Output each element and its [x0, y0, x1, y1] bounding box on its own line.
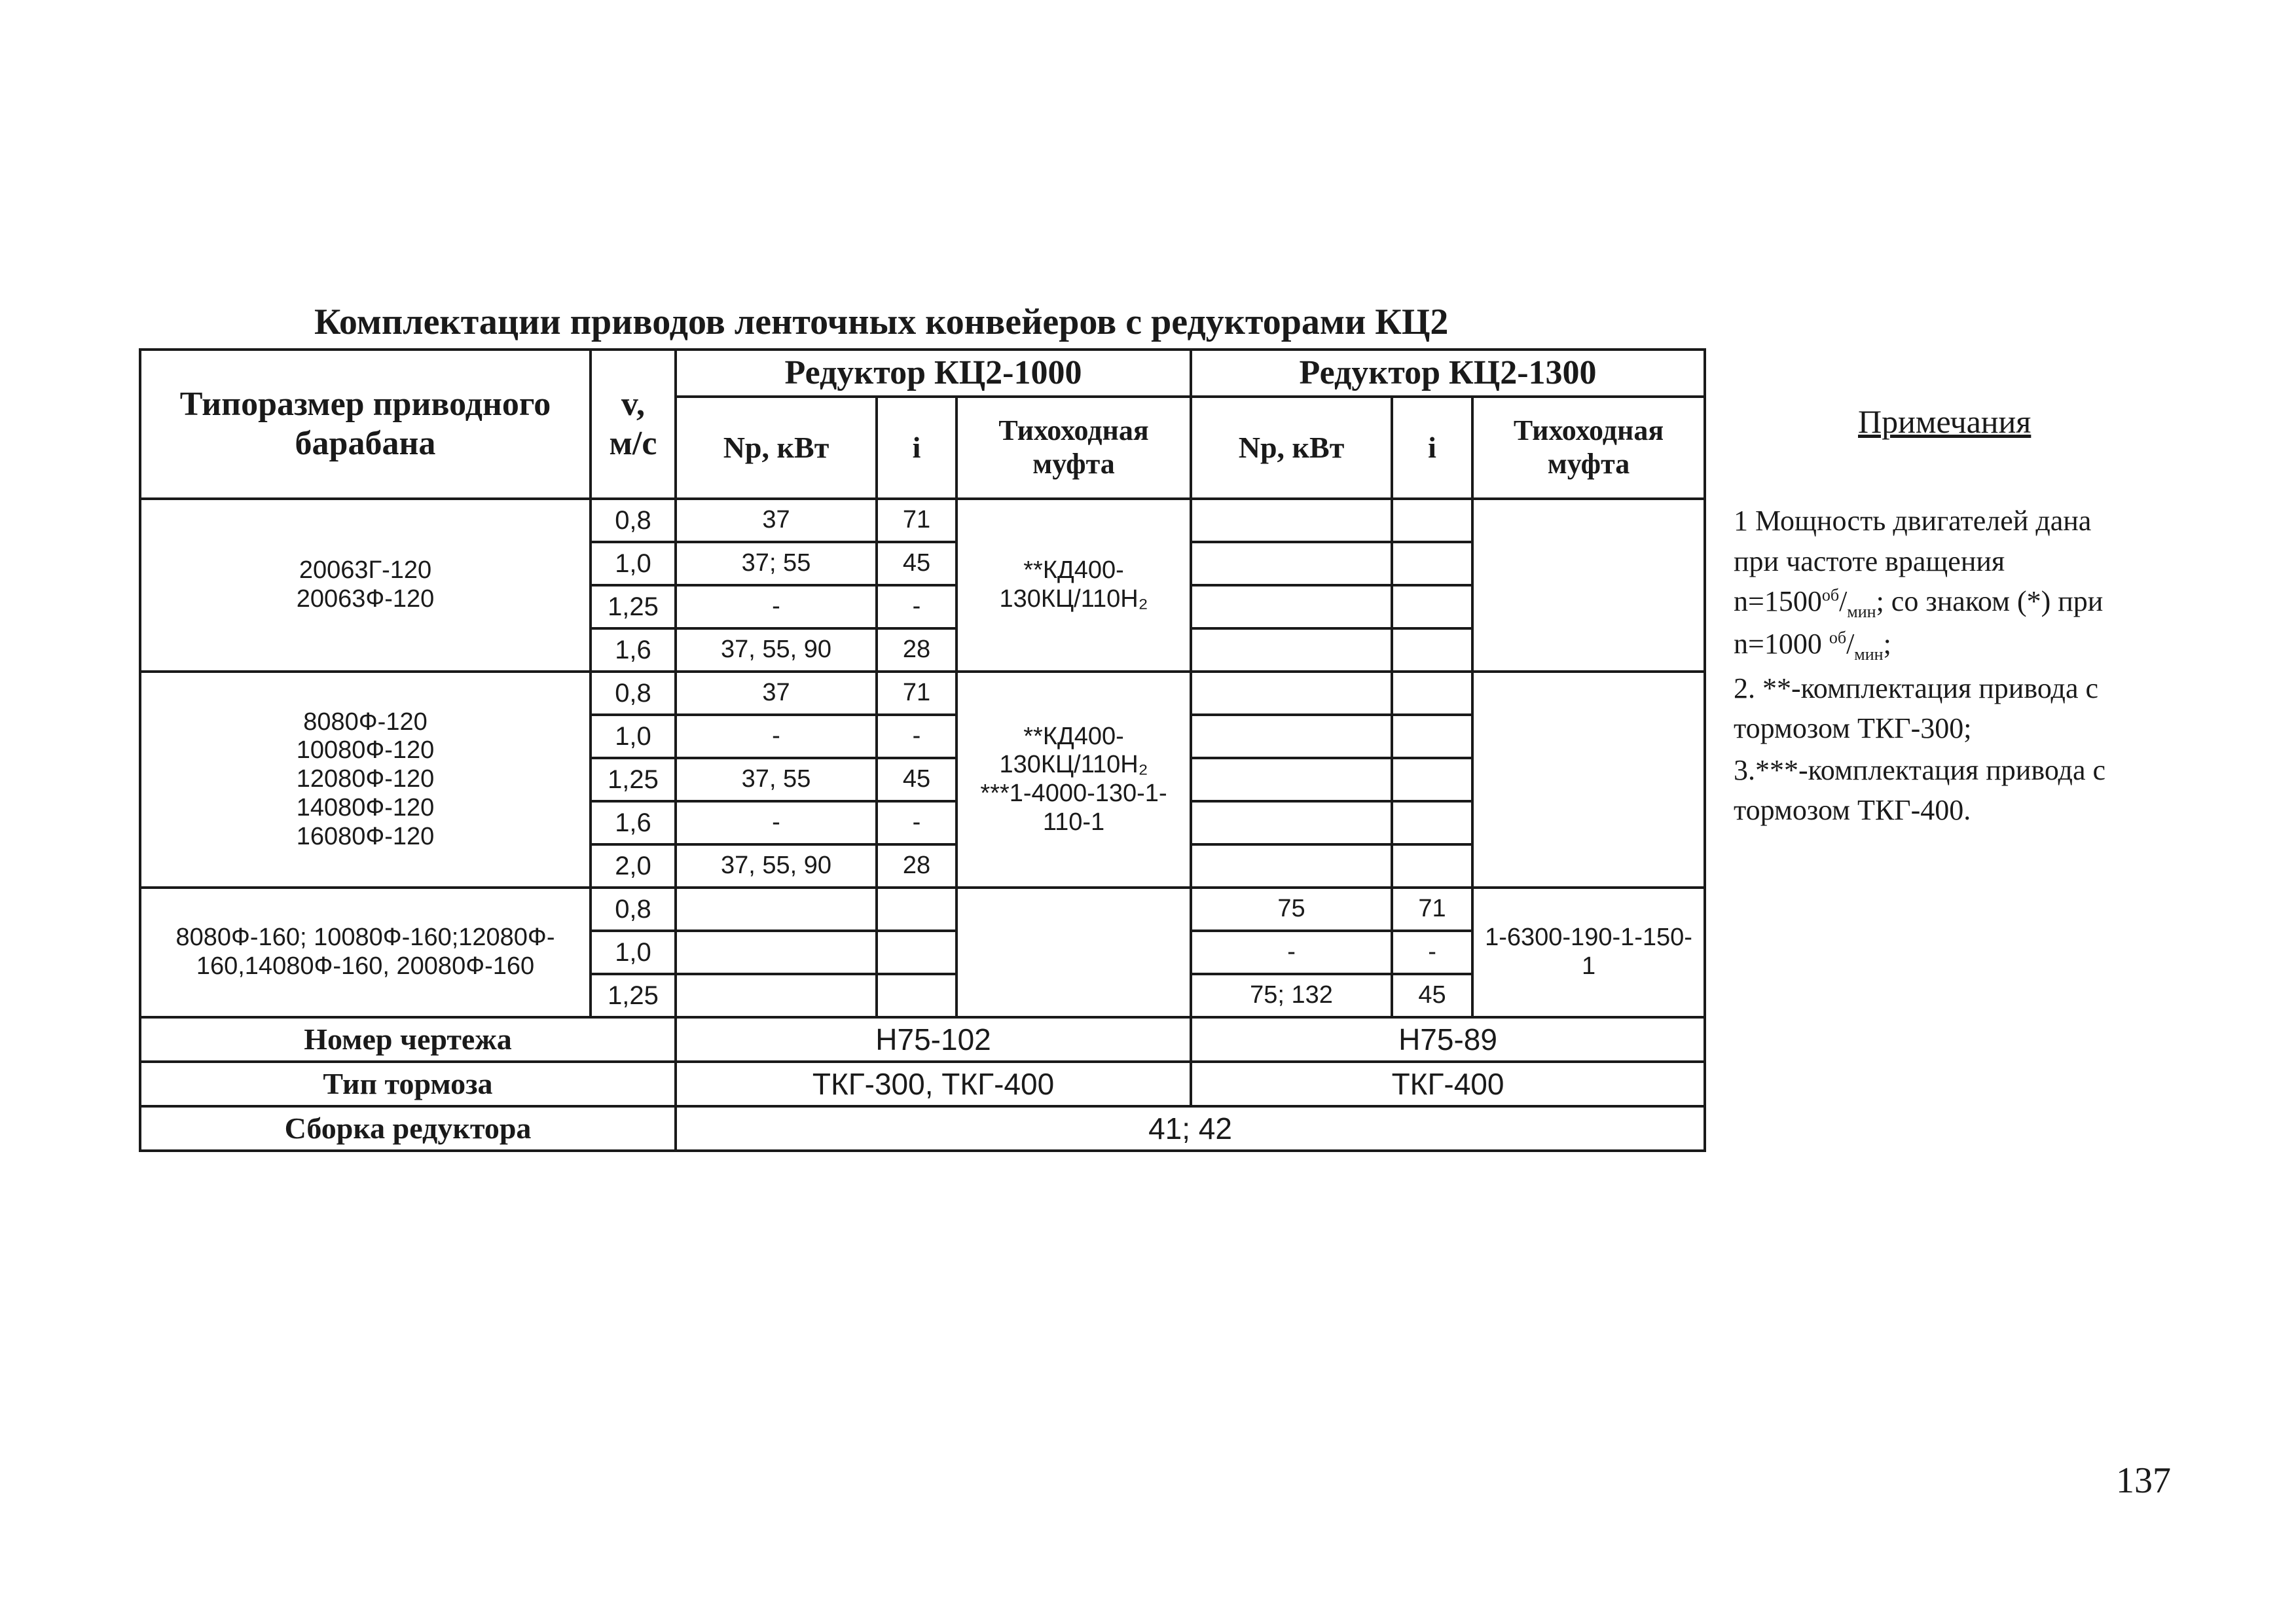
speed-cell: 2,0: [591, 844, 676, 888]
header-coupling: Тихоходная муфта: [1472, 397, 1705, 499]
ratio-1000-cell: 45: [877, 758, 957, 801]
ratio-1300-cell: 45: [1392, 974, 1472, 1017]
ratio-1000-cell: 71: [877, 672, 957, 715]
power-1300-cell: [1191, 585, 1392, 628]
ratio-1300-cell: [1392, 844, 1472, 888]
speed-cell: 0,8: [591, 888, 676, 931]
header-coupling: Тихоходная муфта: [957, 397, 1191, 499]
speed-cell: 1,25: [591, 585, 676, 628]
header-np: Np, кВт: [1191, 397, 1392, 499]
coupling-1300-cell: [1472, 672, 1705, 888]
power-1300-cell: [1191, 672, 1392, 715]
power-1300-cell: [1191, 844, 1392, 888]
header-i: i: [1392, 397, 1472, 499]
header-reducer-1300: Редуктор КЦ2-1300: [1191, 350, 1705, 397]
ratio-1300-cell: [1392, 542, 1472, 585]
page-number: 137: [2116, 1460, 2171, 1501]
coupling-1300-cell: 1-6300-190-1-150- 1: [1472, 888, 1705, 1017]
speed-cell: 1,0: [591, 542, 676, 585]
power-1300-cell: 75: [1191, 888, 1392, 931]
ratio-1000-cell: -: [877, 801, 957, 844]
footer-label: Сборка редуктора: [140, 1106, 676, 1151]
power-1000-cell: 37, 55, 90: [676, 628, 877, 672]
table-row: [140, 1106, 1705, 1151]
table-title: Комплектации приводов ленточных конвейеров с редукторами КЦ2: [314, 302, 1449, 342]
header-reducer-1000: Редуктор КЦ2-1000: [676, 350, 1191, 397]
power-1300-cell: -: [1191, 931, 1392, 974]
speed-cell: 1,0: [591, 931, 676, 974]
power-1000-cell: 37: [676, 672, 877, 715]
note-1: 1 Мощность двигателей дана при частоте вращения $n=1500^{об}/_{мин}$; со знаком (*) при n=1000 $^{об}/_{мин}$;: [1734, 505, 2104, 664]
power-1000-cell: [676, 888, 877, 931]
coupling-1000-cell: **КД400- 130КЦ/110H₂: [957, 499, 1191, 672]
power-1300-cell: [1191, 542, 1392, 585]
ratio-1000-cell: 45: [877, 542, 957, 585]
table-row: [140, 888, 1705, 931]
coupling-1300-cell: [1472, 499, 1705, 672]
ratio-1000-cell: [877, 974, 957, 1017]
ratio-1300-cell: -: [1392, 931, 1472, 974]
power-1300-cell: 75; 132: [1191, 974, 1392, 1017]
ratio-1300-cell: 71: [1392, 888, 1472, 931]
speed-cell: 1,25: [591, 974, 676, 1017]
speed-cell: 1,6: [591, 801, 676, 844]
ratio-1000-cell: [877, 888, 957, 931]
table-row: [140, 350, 1705, 397]
drive-configuration-table: [139, 348, 1706, 1152]
power-1000-cell: [676, 931, 877, 974]
table-row: [140, 1062, 1705, 1106]
power-1000-cell: -: [676, 715, 877, 758]
power-1000-cell: [676, 974, 877, 1017]
ratio-1300-cell: [1392, 499, 1472, 542]
table-row: [140, 499, 1705, 542]
power-1300-cell: [1191, 628, 1392, 672]
power-1000-cell: -: [676, 801, 877, 844]
ratio-1300-cell: [1392, 715, 1472, 758]
drum-size-cell: 8080Ф-160; 10080Ф-160;12080Ф- 160,14080Ф-160, 20080Ф-160: [140, 888, 591, 1017]
header-np: Np, кВт: [676, 397, 877, 499]
power-1300-cell: [1191, 758, 1392, 801]
speed-cell: 1,25: [591, 758, 676, 801]
ratio-1300-cell: [1392, 758, 1472, 801]
note-2: 2. **-комплектация привода с тормозом ТКГ-300;: [1734, 672, 2099, 745]
speed-cell: 0,8: [591, 499, 676, 542]
power-1300-cell: [1191, 801, 1392, 844]
footer-value-1300: Н75-89: [1191, 1017, 1705, 1062]
footer-label: Номер чертежа: [140, 1017, 676, 1062]
speed-cell: 0,8: [591, 672, 676, 715]
note-3: 3.***-комплектация привода с тормозом ТКГ-400.: [1734, 753, 2106, 827]
header-size: Типоразмер приводного барабана: [140, 350, 591, 499]
footer-value-1000: ТКГ-300, ТКГ-400: [676, 1062, 1191, 1106]
power-1000-cell: 37: [676, 499, 877, 542]
speed-cell: 1,6: [591, 628, 676, 672]
ratio-1000-cell: -: [877, 715, 957, 758]
footer-value-1000: Н75-102: [676, 1017, 1191, 1062]
speed-cell: 1,0: [591, 715, 676, 758]
power-1300-cell: [1191, 715, 1392, 758]
ratio-1000-cell: 28: [877, 628, 957, 672]
drum-size-cell: 8080Ф-120 10080Ф-120 12080Ф-120 14080Ф-120 16080Ф-120: [140, 672, 591, 888]
footer-label: Тип тормоза: [140, 1062, 676, 1106]
footer-value-1300: ТКГ-400: [1191, 1062, 1705, 1106]
power-1000-cell: 37; 55: [676, 542, 877, 585]
power-1300-cell: [1191, 499, 1392, 542]
header-v: v, м/с: [591, 350, 676, 499]
ratio-1000-cell: 28: [877, 844, 957, 888]
header-i: i: [877, 397, 957, 499]
ratio-1300-cell: [1392, 672, 1472, 715]
coupling-1000-cell: [957, 888, 1191, 1017]
ratio-1300-cell: [1392, 628, 1472, 672]
ratio-1000-cell: 71: [877, 499, 957, 542]
power-1000-cell: -: [676, 585, 877, 628]
power-1000-cell: 37, 55, 90: [676, 844, 877, 888]
footer-value: 41; 42: [676, 1106, 1705, 1151]
drum-size-cell: 20063Г-120 20063Ф-120: [140, 499, 591, 672]
ratio-1300-cell: [1392, 585, 1472, 628]
ratio-1000-cell: [877, 931, 957, 974]
power-1000-cell: 37, 55: [676, 758, 877, 801]
notes-heading: Примечания: [1858, 403, 2032, 440]
ratio-1000-cell: -: [877, 585, 957, 628]
notes: [1734, 501, 2192, 832]
ratio-1300-cell: [1392, 801, 1472, 844]
coupling-1000-cell: **КД400- 130КЦ/110H₂ ***1-4000-130-1- 110-1: [957, 672, 1191, 888]
table-row: [140, 672, 1705, 715]
table-row: [140, 1017, 1705, 1062]
